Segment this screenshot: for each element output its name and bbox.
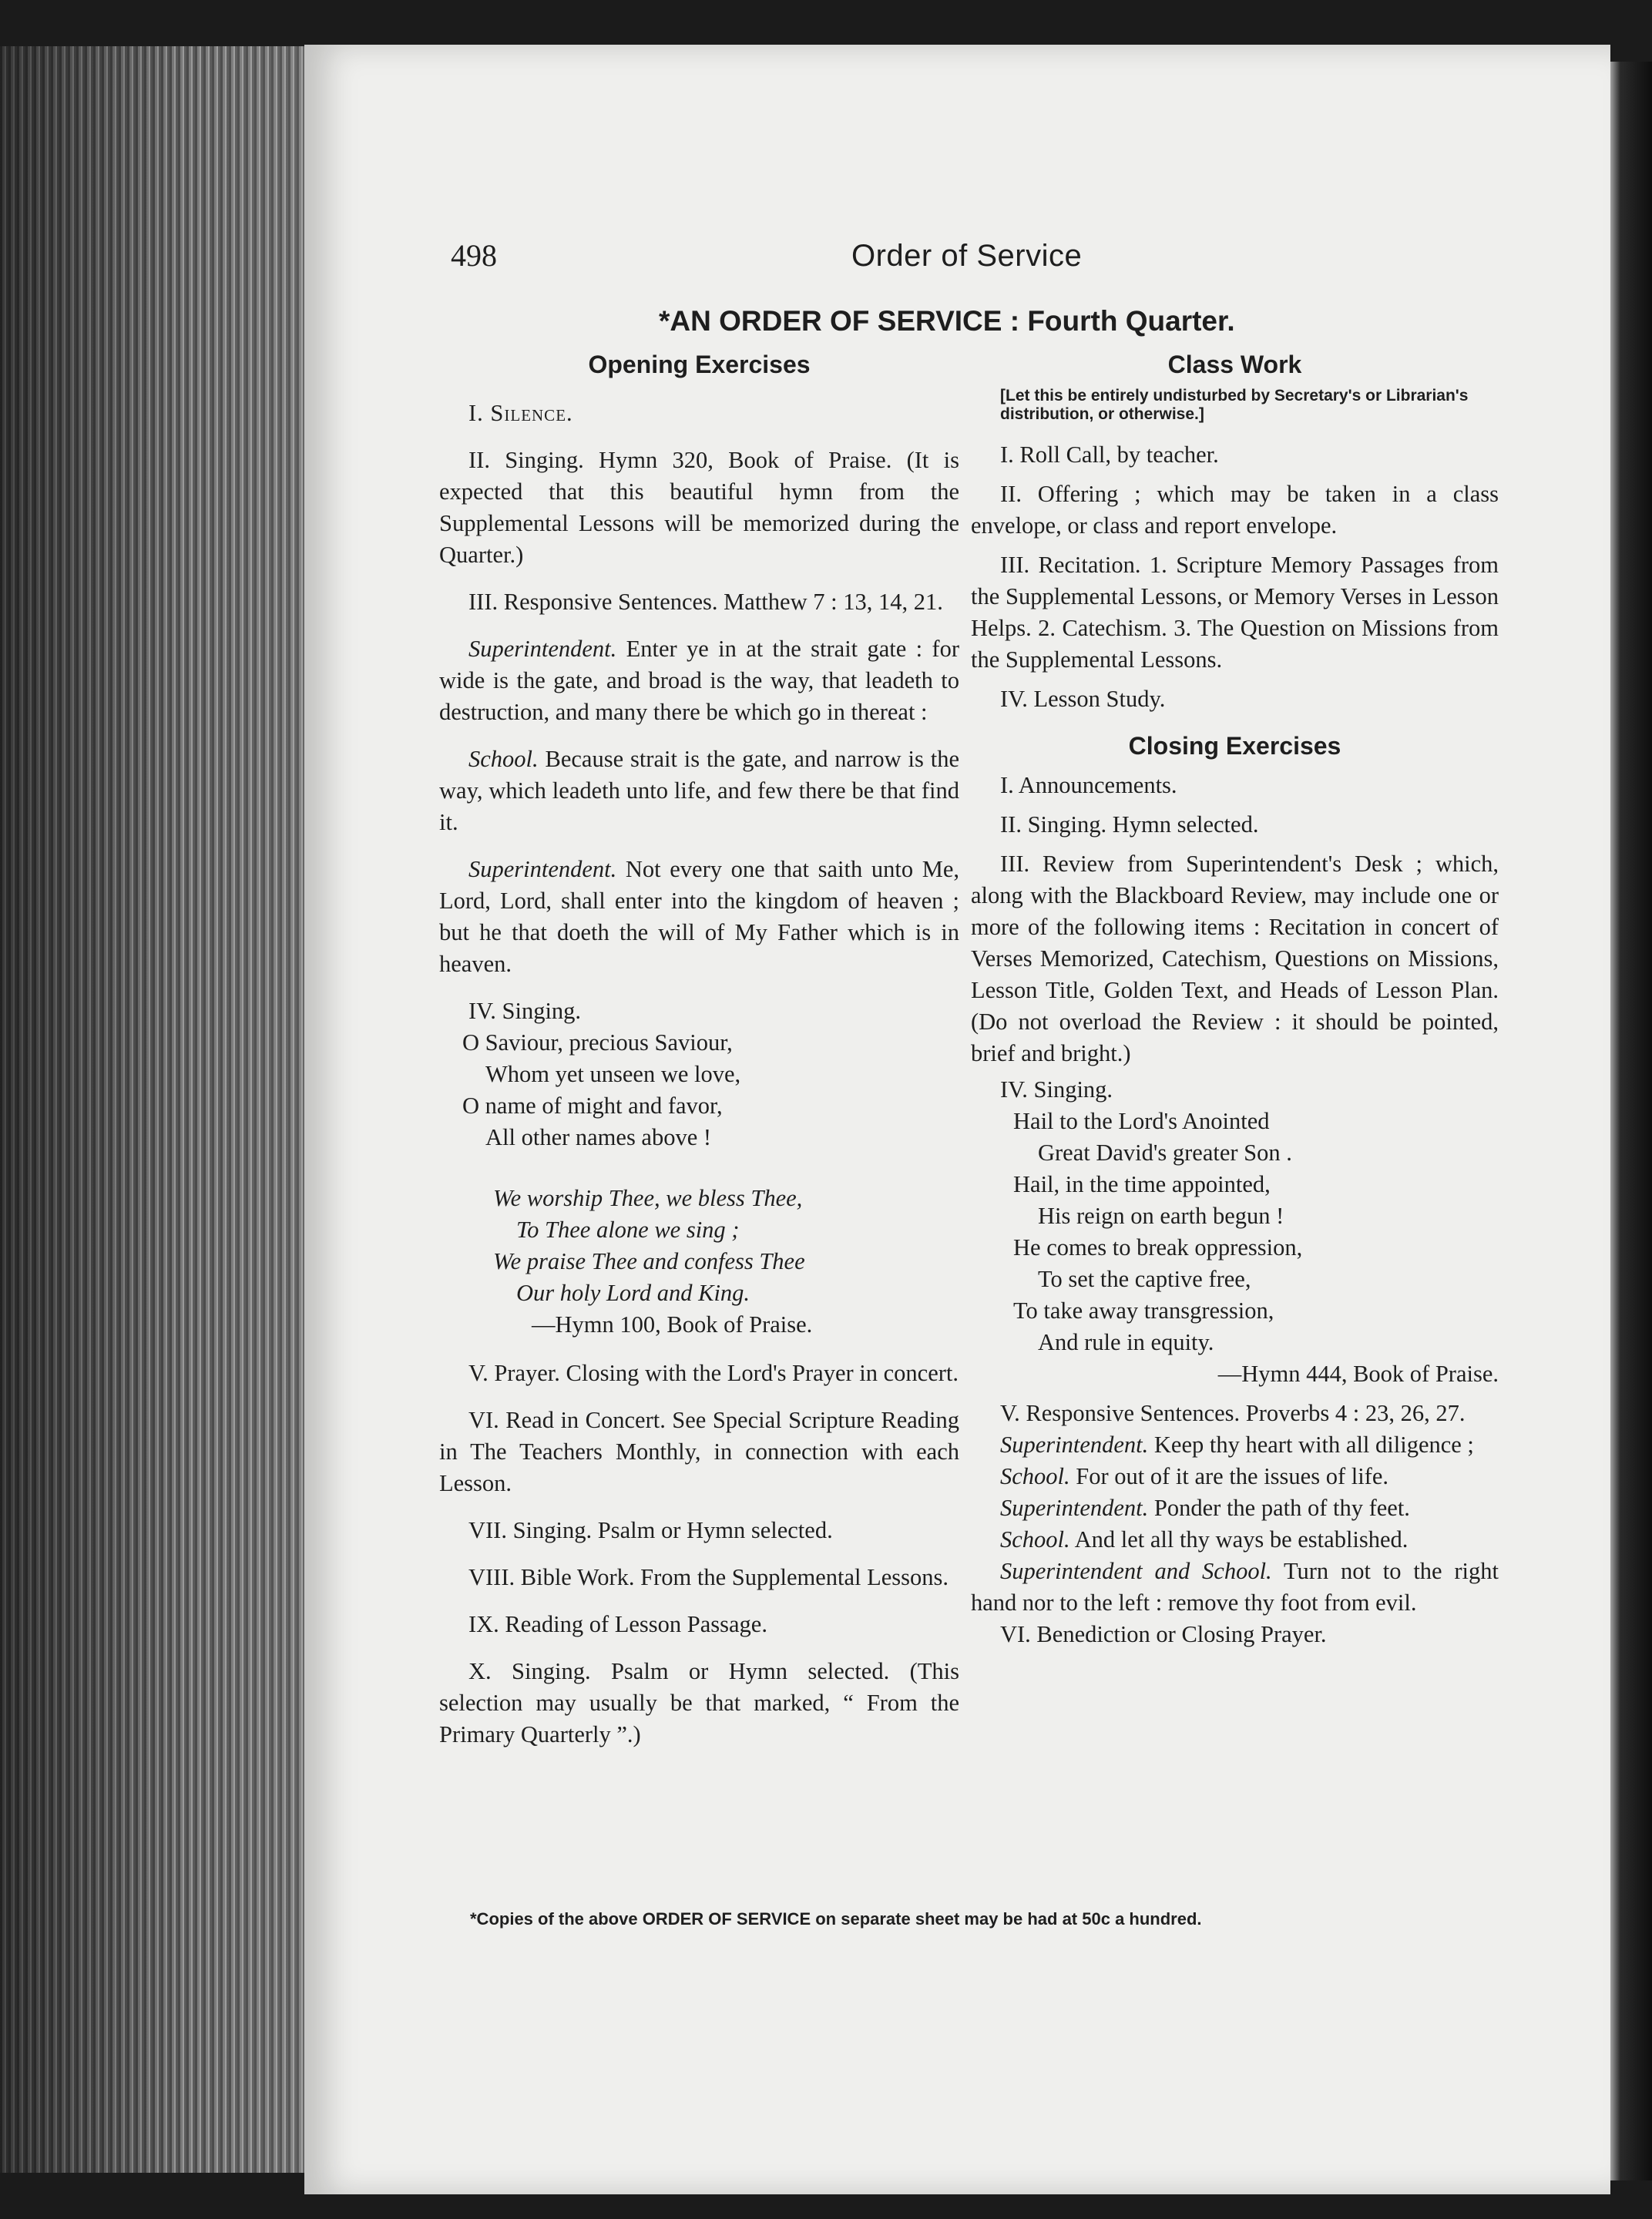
class-work-heading: Class Work: [1167, 351, 1302, 378]
hymn-verse-2: [493, 1183, 959, 1309]
item-silence: I. Silence.: [468, 400, 573, 426]
item-roll-call: I. Roll Call, by teacher.: [1000, 441, 1219, 468]
item-prayer: V. Prayer. Closing with the Lord's Prayer in concert.: [468, 1360, 959, 1386]
page-title: *AN ORDER OF SERVICE : Fourth Quarter.: [659, 305, 1235, 337]
page-number: 498: [451, 238, 497, 273]
item-singing-psalm: VII. Singing. Psalm or Hymn selected.: [468, 1517, 833, 1543]
verse-line: Hail to the Lord's Anointed: [1013, 1108, 1270, 1134]
school-sentence: [971, 1461, 1499, 1492]
superintendent-sentence-1: [439, 633, 959, 728]
speaker-label: School.: [1000, 1463, 1070, 1489]
superintendent-sentence-2: [439, 854, 959, 980]
item-singing-hymn-selected: II. Singing. Hymn selected.: [1000, 811, 1259, 838]
speaker-label: School.: [468, 746, 539, 772]
book-edge-shadow: [0, 46, 308, 2173]
verse-line: To set the captive free,: [1038, 1266, 1251, 1292]
item-responsive-sentences: V. Responsive Sentences. Proverbs 4 : 23, 26, 27.: [1000, 1400, 1466, 1426]
item-singing: IV. Singing.: [1000, 1076, 1113, 1103]
right-column: [971, 349, 1499, 1666]
verse-line: All other names above !: [485, 1124, 712, 1150]
verse-line: We worship Thee, we bless Thee,: [493, 1185, 803, 1211]
speaker-label: Superintendent and School.: [1000, 1558, 1272, 1584]
sentence-text: Not every one that saith unto Me, Lord, Lord, shall enter into the kingdom of heaven ; but he that doeth the will of My Father which is in heaven.: [439, 856, 959, 977]
item-announcements: I. Announcements.: [1000, 772, 1177, 798]
class-work-note: [Let this be entirely undisturbed by Secretary's or Librarian's distribution, or otherwise.]: [1000, 387, 1469, 423]
hymn-verse-closing: [1013, 1106, 1499, 1358]
sentence-text: Keep thy heart with all diligence ;: [1148, 1432, 1474, 1458]
left-column: [439, 349, 959, 1766]
item-singing-selection: X. Singing. Psalm or Hymn selected. (This selection may usually be that marked, “ From the Primary Quarterly ”.): [439, 1658, 959, 1747]
verse-line: Whom yet unseen we love,: [485, 1061, 741, 1087]
verse-line: O name of might and favor,: [462, 1093, 723, 1119]
verse-line: And rule in equity.: [1038, 1329, 1214, 1355]
sentence-text: And let all thy ways be established.: [1069, 1526, 1409, 1553]
item-recitation: III. Recitation. 1. Scripture Memory Passages from the Supplemental Lessons, or Memory Verses in Lesson Helps. 2. Catechism. 3. The Question on Missions from the Supplemental Lessons.: [971, 552, 1499, 673]
joint-sentence: [971, 1556, 1499, 1619]
speaker-label: Superintendent.: [468, 856, 617, 882]
item-reading-lesson-passage: IX. Reading of Lesson Passage.: [468, 1611, 767, 1637]
speaker-label: Superintendent.: [1000, 1495, 1149, 1521]
verse-line: To take away transgression,: [1013, 1297, 1274, 1324]
sentence-text: Ponder the path of thy feet.: [1148, 1495, 1410, 1521]
running-head: Order of Service: [851, 239, 1083, 273]
verse-line: Hail, in the time appointed,: [1013, 1171, 1271, 1197]
item-responsive-sentences: III. Responsive Sentences. Matthew 7 : 13, 14, 21.: [468, 589, 943, 615]
book-page: [304, 45, 1610, 2194]
item-singing-hymn-320: II. Singing. Hymn 320, Book of Praise. (It is expected that this beautiful hymn from the Supplemental Lessons will be memorized during the Quarter.): [439, 447, 959, 568]
sentence-text: Enter ye in at the strait gate : for wide is the gate, and broad is the way, that leadeth to destruction, and many there be which go in thereat :: [439, 636, 959, 725]
hymn-attribution: —Hymn 100, Book of Praise.: [532, 1311, 813, 1338]
verse-line: He comes to break oppression,: [1013, 1234, 1303, 1261]
footnote: *Copies of the above ORDER OF SERVICE on separate sheet may be had at 50c a hundred.: [470, 1909, 1202, 1929]
hymn-verse-1: [462, 1027, 959, 1153]
item-bible-work: VIII. Bible Work. From the Supplemental Lessons.: [468, 1564, 949, 1590]
item-lesson-study: IV. Lesson Study.: [1000, 686, 1166, 712]
verse-line: His reign on earth begun !: [1038, 1203, 1284, 1229]
school-sentence: [971, 1524, 1499, 1556]
speaker-label: School.: [1000, 1526, 1070, 1553]
speaker-label: Superintendent.: [468, 636, 617, 662]
verse-line: Our holy Lord and King.: [516, 1280, 750, 1306]
item-review: III. Review from Superintendent's Desk ; which, along with the Blackboard Review, may include one or more of the following items : Recitation in concert of Verses Memorized, Catechism, Questions on Missions, Lesson Title, Golden Text, and Heads of Lesson Plan. (Do not overload the Review : it should be pointed, brief and bright.): [971, 851, 1499, 1066]
hymn-attribution: —Hymn 444, Book of Praise.: [1217, 1361, 1499, 1387]
verse-line: To Thee alone we sing ;: [516, 1217, 740, 1243]
facing-page-edge: [1607, 62, 1652, 2180]
verse-line: We praise Thee and confess Thee: [493, 1248, 805, 1274]
verse-line: Great David's greater Son .: [1038, 1140, 1292, 1166]
item-singing: IV. Singing.: [468, 998, 582, 1024]
superintendent-sentence: [971, 1429, 1499, 1461]
item-read-in-concert: VI. Read in Concert. See Special Scripture Reading in The Teachers Monthly, in connection with each Lesson.: [439, 1407, 959, 1496]
sentence-text: For out of it are the issues of life.: [1069, 1463, 1388, 1489]
sentence-text: Because strait is the gate, and narrow is the way, which leadeth unto life, and few there be that find it.: [439, 746, 959, 835]
opening-exercises-heading: Opening Exercises: [588, 351, 811, 378]
school-sentence-1: [439, 744, 959, 838]
closing-exercises-heading: Closing Exercises: [1128, 732, 1341, 760]
superintendent-sentence: [971, 1492, 1499, 1524]
speaker-label: Superintendent.: [1000, 1432, 1149, 1458]
item-benediction: VI. Benediction or Closing Prayer.: [1000, 1621, 1327, 1647]
sentence-text: Turn not to the right hand nor to the left : remove thy foot from evil.: [971, 1558, 1499, 1616]
item-offering: II. Offering ; which may be taken in a class envelope, or class and report envelope.: [971, 481, 1499, 539]
verse-line: O Saviour, precious Saviour,: [462, 1029, 733, 1056]
